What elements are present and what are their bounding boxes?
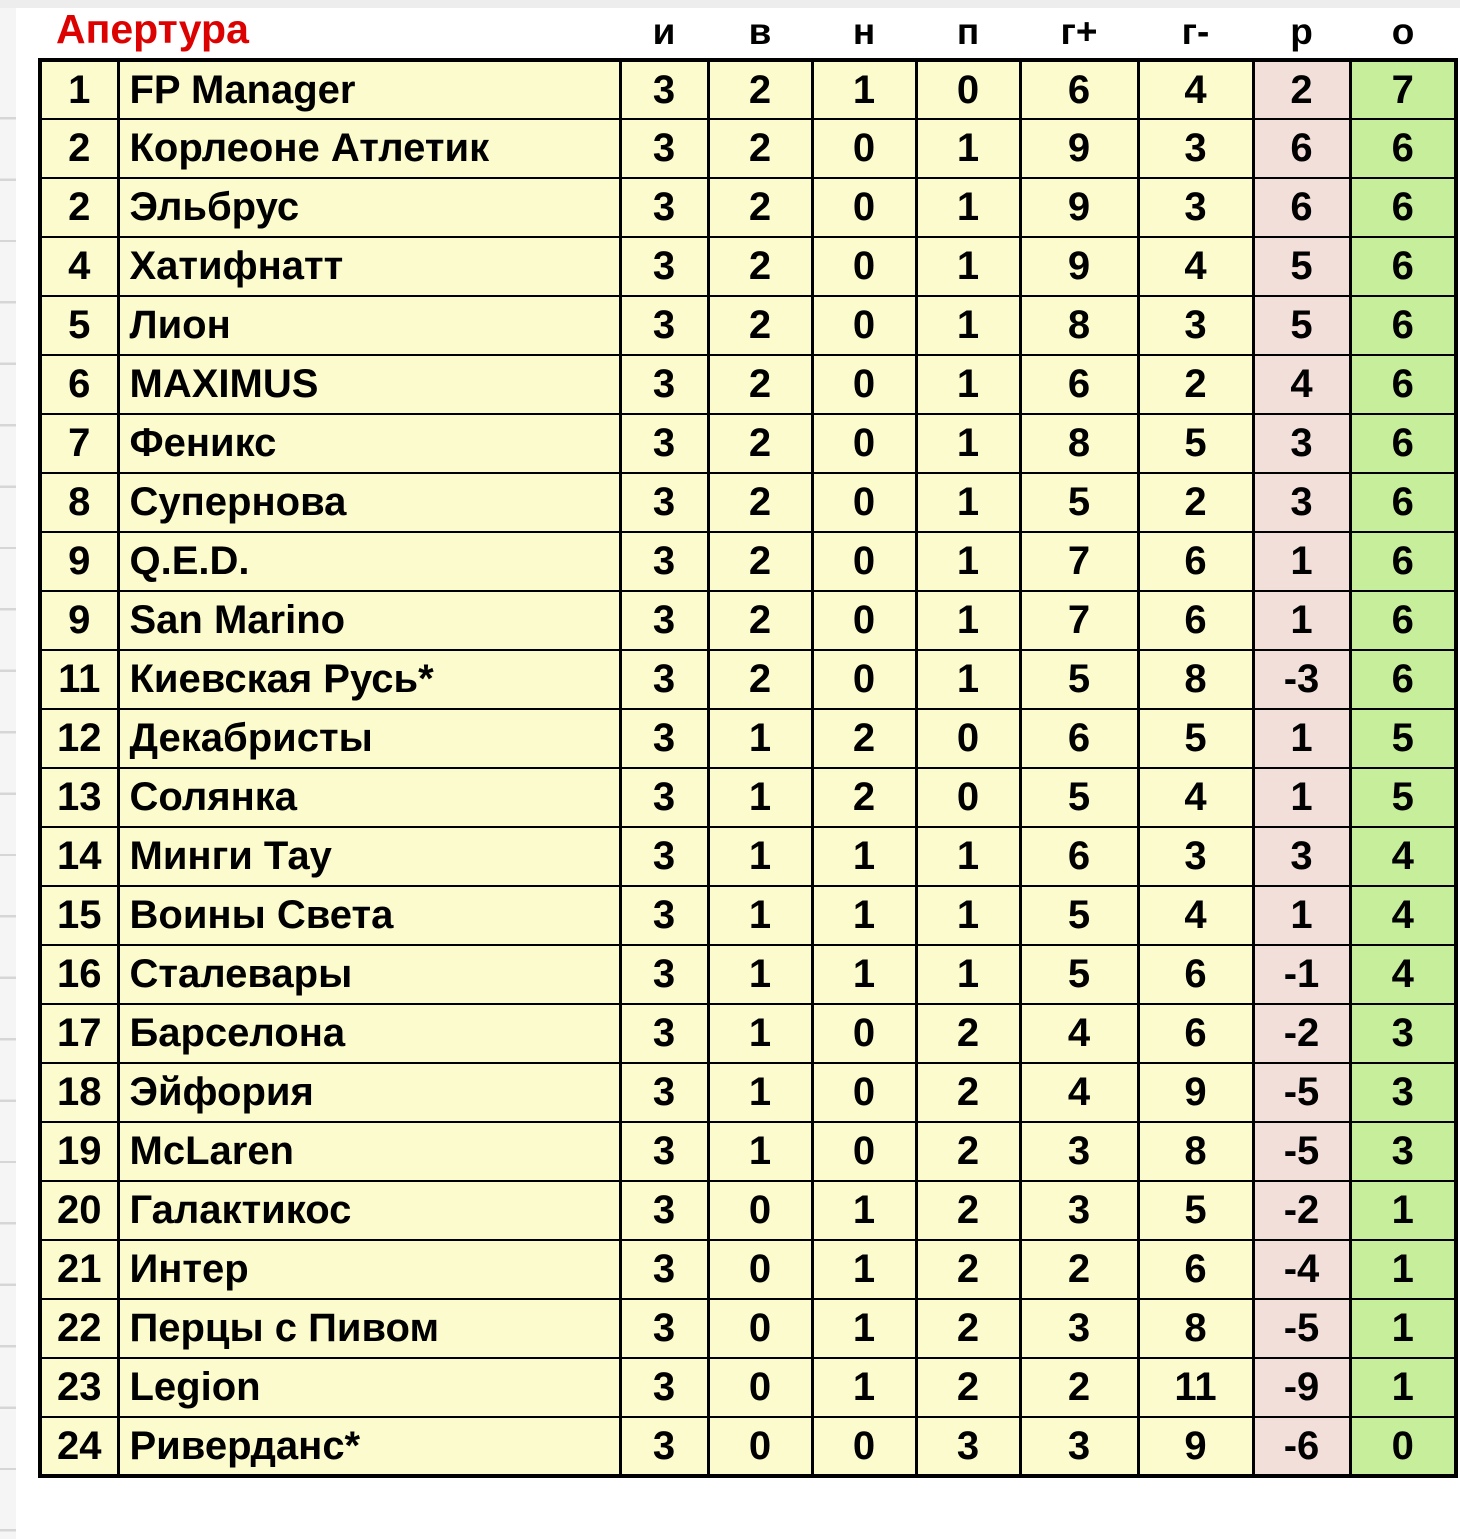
goals-against-cell[interactable]: 5 xyxy=(1138,414,1253,473)
rank-cell[interactable]: 14 xyxy=(40,827,118,886)
played-cell[interactable]: 3 xyxy=(620,768,708,827)
played-cell[interactable]: 3 xyxy=(620,1122,708,1181)
draws-cell[interactable]: 0 xyxy=(812,1122,916,1181)
goals-for-cell[interactable]: 3 xyxy=(1020,1299,1138,1358)
goals-against-cell[interactable]: 6 xyxy=(1138,1004,1253,1063)
rank-cell[interactable]: 9 xyxy=(40,591,118,650)
goals-against-cell[interactable]: 4 xyxy=(1138,60,1253,119)
goal-diff-cell[interactable]: 5 xyxy=(1253,237,1350,296)
rank-cell[interactable]: 15 xyxy=(40,886,118,945)
draws-cell[interactable]: 1 xyxy=(812,1181,916,1240)
points-cell[interactable]: 5 xyxy=(1350,768,1456,827)
points-cell[interactable]: 0 xyxy=(1350,1417,1456,1476)
draws-cell[interactable]: 0 xyxy=(812,178,916,237)
table-row xyxy=(40,473,1456,532)
column-header-1: в xyxy=(748,11,772,52)
losses-cell[interactable]: 2 xyxy=(916,1240,1020,1299)
played-cell[interactable]: 3 xyxy=(620,1299,708,1358)
wins-cell[interactable]: 1 xyxy=(708,827,812,886)
wins-cell[interactable]: 0 xyxy=(708,1299,812,1358)
played-cell[interactable]: 3 xyxy=(620,532,708,591)
goal-diff-cell[interactable]: 3 xyxy=(1253,414,1350,473)
draws-cell[interactable]: 2 xyxy=(812,709,916,768)
rank-cell[interactable]: 21 xyxy=(40,1240,118,1299)
points-cell[interactable]: 7 xyxy=(1350,60,1456,119)
table-row xyxy=(40,60,1456,119)
losses-cell[interactable]: 2 xyxy=(916,1299,1020,1358)
goals-for-cell[interactable]: 4 xyxy=(1020,1004,1138,1063)
team-cell[interactable]: Супернова xyxy=(118,473,620,532)
goal-diff-cell[interactable]: 6 xyxy=(1253,119,1350,178)
points-cell[interactable]: 6 xyxy=(1350,532,1456,591)
goals-for-cell[interactable]: 6 xyxy=(1020,827,1138,886)
losses-cell[interactable]: 1 xyxy=(916,532,1020,591)
wins-cell[interactable]: 1 xyxy=(708,1122,812,1181)
wins-cell[interactable]: 0 xyxy=(708,1181,812,1240)
column-header-5: г- xyxy=(1181,11,1210,52)
goal-diff-cell[interactable]: -5 xyxy=(1253,1063,1350,1122)
points-cell[interactable]: 3 xyxy=(1350,1004,1456,1063)
losses-cell[interactable]: 1 xyxy=(916,237,1020,296)
rank-cell[interactable]: 17 xyxy=(40,1004,118,1063)
rank-cell[interactable]: 13 xyxy=(40,768,118,827)
draws-cell[interactable]: 0 xyxy=(812,650,916,709)
goals-against-cell[interactable]: 6 xyxy=(1138,945,1253,1004)
table-row xyxy=(40,119,1456,178)
goals-for-cell[interactable]: 5 xyxy=(1020,650,1138,709)
points-cell[interactable]: 6 xyxy=(1350,414,1456,473)
table-row xyxy=(40,1181,1456,1240)
points-cell[interactable]: 3 xyxy=(1350,1122,1456,1181)
losses-cell[interactable]: 0 xyxy=(916,768,1020,827)
wins-cell[interactable]: 2 xyxy=(708,60,812,119)
standings-table xyxy=(38,58,1458,1478)
team-cell[interactable]: Барселона xyxy=(118,1004,620,1063)
losses-cell[interactable]: 2 xyxy=(916,1358,1020,1417)
team-cell[interactable]: Перцы с Пивом xyxy=(118,1299,620,1358)
team-cell[interactable]: Лион xyxy=(118,296,620,355)
team-cell[interactable]: FP Manager xyxy=(118,60,620,119)
goals-against-cell[interactable]: 9 xyxy=(1138,1063,1253,1122)
losses-cell[interactable]: 0 xyxy=(916,709,1020,768)
wins-cell[interactable]: 1 xyxy=(708,1004,812,1063)
table-row xyxy=(40,1299,1456,1358)
team-cell[interactable]: MAXIMUS xyxy=(118,355,620,414)
wins-cell[interactable]: 2 xyxy=(708,355,812,414)
wins-cell[interactable]: 0 xyxy=(708,1240,812,1299)
goal-diff-cell[interactable]: 4 xyxy=(1253,355,1350,414)
wins-cell[interactable]: 0 xyxy=(708,1358,812,1417)
goals-for-cell[interactable]: 5 xyxy=(1020,886,1138,945)
goal-diff-cell[interactable]: 5 xyxy=(1253,296,1350,355)
goals-against-cell[interactable]: 8 xyxy=(1138,1299,1253,1358)
team-cell[interactable]: Киевская Русь* xyxy=(118,650,620,709)
table-row xyxy=(40,886,1456,945)
table-row xyxy=(40,1240,1456,1299)
points-cell[interactable]: 4 xyxy=(1350,827,1456,886)
points-cell[interactable]: 1 xyxy=(1350,1299,1456,1358)
table-row xyxy=(40,827,1456,886)
goals-for-cell[interactable]: 6 xyxy=(1020,709,1138,768)
team-cell[interactable]: Воины Света xyxy=(118,886,620,945)
team-cell[interactable]: McLaren xyxy=(118,1122,620,1181)
goals-against-cell[interactable]: 2 xyxy=(1138,473,1253,532)
played-cell[interactable]: 3 xyxy=(620,1004,708,1063)
rank-cell[interactable]: 7 xyxy=(40,414,118,473)
wins-cell[interactable]: 2 xyxy=(708,414,812,473)
losses-cell[interactable]: 1 xyxy=(916,473,1020,532)
rank-cell[interactable]: 24 xyxy=(40,1417,118,1476)
rank-cell[interactable]: 16 xyxy=(40,945,118,1004)
goal-diff-cell[interactable]: 1 xyxy=(1253,768,1350,827)
losses-cell[interactable]: 1 xyxy=(916,355,1020,414)
goal-diff-cell[interactable]: 1 xyxy=(1253,886,1350,945)
goals-for-cell[interactable]: 2 xyxy=(1020,1358,1138,1417)
table-row xyxy=(40,591,1456,650)
played-cell[interactable]: 3 xyxy=(620,709,708,768)
goal-diff-cell[interactable]: 1 xyxy=(1253,709,1350,768)
goals-against-cell[interactable]: 4 xyxy=(1138,886,1253,945)
losses-cell[interactable]: 1 xyxy=(916,296,1020,355)
team-cell[interactable]: Сталевары xyxy=(118,945,620,1004)
losses-cell[interactable]: 1 xyxy=(916,827,1020,886)
losses-cell[interactable]: 2 xyxy=(916,1063,1020,1122)
goals-for-cell[interactable]: 3 xyxy=(1020,1417,1138,1476)
losses-cell[interactable]: 1 xyxy=(916,650,1020,709)
goals-for-cell[interactable]: 9 xyxy=(1020,178,1138,237)
team-cell[interactable]: Риверданс* xyxy=(118,1417,620,1476)
team-cell[interactable]: Галактикос xyxy=(118,1181,620,1240)
goals-for-cell[interactable]: 8 xyxy=(1020,414,1138,473)
points-cell[interactable]: 6 xyxy=(1350,237,1456,296)
table-row xyxy=(40,945,1456,1004)
rank-cell[interactable]: 12 xyxy=(40,709,118,768)
team-cell[interactable]: Декабристы xyxy=(118,709,620,768)
played-cell[interactable]: 3 xyxy=(620,1240,708,1299)
draws-cell[interactable]: 1 xyxy=(812,886,916,945)
goals-against-cell[interactable]: 6 xyxy=(1138,532,1253,591)
played-cell[interactable]: 3 xyxy=(620,473,708,532)
goals-for-cell[interactable]: 8 xyxy=(1020,296,1138,355)
goal-diff-cell[interactable]: -5 xyxy=(1253,1122,1350,1181)
draws-cell[interactable]: 0 xyxy=(812,532,916,591)
points-cell[interactable]: 5 xyxy=(1350,709,1456,768)
played-cell[interactable]: 3 xyxy=(620,414,708,473)
rank-cell[interactable]: 11 xyxy=(40,650,118,709)
played-cell[interactable]: 3 xyxy=(620,237,708,296)
goals-for-cell[interactable]: 9 xyxy=(1020,119,1138,178)
table-row xyxy=(40,414,1456,473)
team-cell[interactable]: Минги Тау xyxy=(118,827,620,886)
points-cell[interactable]: 6 xyxy=(1350,473,1456,532)
played-cell[interactable]: 3 xyxy=(620,1181,708,1240)
goals-against-cell[interactable]: 8 xyxy=(1138,650,1253,709)
draws-cell[interactable]: 0 xyxy=(812,1417,916,1476)
played-cell[interactable]: 3 xyxy=(620,60,708,119)
wins-cell[interactable]: 2 xyxy=(708,296,812,355)
table-row xyxy=(40,1122,1456,1181)
points-cell[interactable]: 6 xyxy=(1350,650,1456,709)
table-row xyxy=(40,768,1456,827)
goals-for-cell[interactable]: 3 xyxy=(1020,1181,1138,1240)
played-cell[interactable]: 3 xyxy=(620,355,708,414)
standings-body xyxy=(40,60,1456,1476)
draws-cell[interactable]: 1 xyxy=(812,827,916,886)
goals-against-cell[interactable]: 5 xyxy=(1138,709,1253,768)
goal-diff-cell[interactable]: 1 xyxy=(1253,532,1350,591)
column-header-7: о xyxy=(1391,11,1415,52)
team-cell[interactable]: Корлеоне Атлетик xyxy=(118,119,620,178)
draws-cell[interactable]: 0 xyxy=(812,119,916,178)
wins-cell[interactable]: 2 xyxy=(708,119,812,178)
draws-cell[interactable]: 0 xyxy=(812,473,916,532)
rank-cell[interactable]: 8 xyxy=(40,473,118,532)
goal-diff-cell[interactable]: 3 xyxy=(1253,473,1350,532)
table-row xyxy=(40,178,1456,237)
draws-cell[interactable]: 1 xyxy=(812,945,916,1004)
goals-for-cell[interactable]: 3 xyxy=(1020,1122,1138,1181)
played-cell[interactable]: 3 xyxy=(620,886,708,945)
table-row xyxy=(40,296,1456,355)
played-cell[interactable]: 3 xyxy=(620,119,708,178)
rank-cell[interactable]: 1 xyxy=(40,60,118,119)
draws-cell[interactable]: 0 xyxy=(812,591,916,650)
rank-cell[interactable]: 2 xyxy=(40,119,118,178)
draws-cell[interactable]: 0 xyxy=(812,1004,916,1063)
points-cell[interactable]: 1 xyxy=(1350,1358,1456,1417)
rank-cell[interactable]: 4 xyxy=(40,237,118,296)
goals-for-cell[interactable]: 5 xyxy=(1020,768,1138,827)
played-cell[interactable]: 3 xyxy=(620,650,708,709)
table-row xyxy=(40,1004,1456,1063)
points-cell[interactable]: 4 xyxy=(1350,945,1456,1004)
losses-cell[interactable]: 2 xyxy=(916,1122,1020,1181)
draws-cell[interactable]: 0 xyxy=(812,237,916,296)
wins-cell[interactable]: 1 xyxy=(708,709,812,768)
table-row xyxy=(40,1358,1456,1417)
team-cell[interactable]: Солянка xyxy=(118,768,620,827)
wins-cell[interactable]: 1 xyxy=(708,886,812,945)
rank-cell[interactable]: 9 xyxy=(40,532,118,591)
goals-for-cell[interactable]: 6 xyxy=(1020,60,1138,119)
points-cell[interactable]: 6 xyxy=(1350,119,1456,178)
table-row xyxy=(40,1063,1456,1122)
losses-cell[interactable]: 3 xyxy=(916,1417,1020,1476)
rank-cell[interactable]: 22 xyxy=(40,1299,118,1358)
wins-cell[interactable]: 2 xyxy=(708,237,812,296)
draws-cell[interactable]: 0 xyxy=(812,414,916,473)
wins-cell[interactable]: 1 xyxy=(708,768,812,827)
losses-cell[interactable]: 1 xyxy=(916,414,1020,473)
wins-cell[interactable]: 0 xyxy=(708,1417,812,1476)
played-cell[interactable]: 3 xyxy=(620,1417,708,1476)
goals-for-cell[interactable]: 7 xyxy=(1020,591,1138,650)
rank-cell[interactable]: 19 xyxy=(40,1122,118,1181)
column-header-3: п xyxy=(956,11,980,52)
column-header-2: н xyxy=(852,11,876,52)
goals-against-cell[interactable]: 6 xyxy=(1138,1240,1253,1299)
goals-against-cell[interactable]: 3 xyxy=(1138,827,1253,886)
goal-diff-cell[interactable]: -6 xyxy=(1253,1417,1350,1476)
losses-cell[interactable]: 0 xyxy=(916,60,1020,119)
draws-cell[interactable]: 2 xyxy=(812,768,916,827)
goal-diff-cell[interactable]: -1 xyxy=(1253,945,1350,1004)
draws-cell[interactable]: 0 xyxy=(812,1063,916,1122)
wins-cell[interactable]: 2 xyxy=(708,591,812,650)
losses-cell[interactable]: 1 xyxy=(916,178,1020,237)
points-cell[interactable]: 1 xyxy=(1350,1240,1456,1299)
team-cell[interactable]: Хатифнатт xyxy=(118,237,620,296)
played-cell[interactable]: 3 xyxy=(620,827,708,886)
goals-against-cell[interactable]: 11 xyxy=(1138,1358,1253,1417)
goals-against-cell[interactable]: 4 xyxy=(1138,768,1253,827)
goals-against-cell[interactable]: 4 xyxy=(1138,237,1253,296)
points-cell[interactable]: 6 xyxy=(1350,591,1456,650)
goals-against-cell[interactable]: 9 xyxy=(1138,1417,1253,1476)
played-cell[interactable]: 3 xyxy=(620,945,708,1004)
losses-cell[interactable]: 1 xyxy=(916,945,1020,1004)
table-row xyxy=(40,709,1456,768)
points-cell[interactable]: 6 xyxy=(1350,355,1456,414)
wins-cell[interactable]: 2 xyxy=(708,532,812,591)
points-cell[interactable]: 1 xyxy=(1350,1181,1456,1240)
team-cell[interactable]: San Marino xyxy=(118,591,620,650)
table-row xyxy=(40,532,1456,591)
goals-for-cell[interactable]: 5 xyxy=(1020,473,1138,532)
goals-against-cell[interactable]: 6 xyxy=(1138,591,1253,650)
goals-against-cell[interactable]: 3 xyxy=(1138,178,1253,237)
wins-cell[interactable]: 1 xyxy=(708,945,812,1004)
goals-for-cell[interactable]: 4 xyxy=(1020,1063,1138,1122)
points-cell[interactable]: 4 xyxy=(1350,886,1456,945)
goals-for-cell[interactable]: 6 xyxy=(1020,355,1138,414)
table-row xyxy=(40,355,1456,414)
played-cell[interactable]: 3 xyxy=(620,296,708,355)
losses-cell[interactable]: 1 xyxy=(916,886,1020,945)
points-cell[interactable]: 6 xyxy=(1350,178,1456,237)
wins-cell[interactable]: 2 xyxy=(708,650,812,709)
goals-against-cell[interactable]: 2 xyxy=(1138,355,1253,414)
goals-for-cell[interactable]: 5 xyxy=(1020,945,1138,1004)
rank-cell[interactable]: 18 xyxy=(40,1063,118,1122)
column-header-6: р xyxy=(1290,11,1313,52)
goals-against-cell[interactable]: 5 xyxy=(1138,1181,1253,1240)
goals-for-cell[interactable]: 7 xyxy=(1020,532,1138,591)
goals-for-cell[interactable]: 2 xyxy=(1020,1240,1138,1299)
played-cell[interactable]: 3 xyxy=(620,1063,708,1122)
goal-diff-cell[interactable]: 1 xyxy=(1253,591,1350,650)
draws-cell[interactable]: 1 xyxy=(812,1299,916,1358)
losses-cell[interactable]: 1 xyxy=(916,591,1020,650)
draws-cell[interactable]: 1 xyxy=(812,1358,916,1417)
team-cell[interactable]: Феникс xyxy=(118,414,620,473)
table-row xyxy=(40,237,1456,296)
draws-cell[interactable]: 0 xyxy=(812,296,916,355)
goal-diff-cell[interactable]: -5 xyxy=(1253,1299,1350,1358)
played-cell[interactable]: 3 xyxy=(620,1358,708,1417)
goals-against-cell[interactable]: 3 xyxy=(1138,296,1253,355)
draws-cell[interactable]: 0 xyxy=(812,355,916,414)
team-cell[interactable]: Legion xyxy=(118,1358,620,1417)
goal-diff-cell[interactable]: 2 xyxy=(1253,60,1350,119)
points-cell[interactable]: 3 xyxy=(1350,1063,1456,1122)
goal-diff-cell[interactable]: 6 xyxy=(1253,178,1350,237)
goals-against-cell[interactable]: 3 xyxy=(1138,119,1253,178)
table-row xyxy=(40,650,1456,709)
goal-diff-cell[interactable]: -2 xyxy=(1253,1004,1350,1063)
goal-diff-cell[interactable]: -4 xyxy=(1253,1240,1350,1299)
goal-diff-cell[interactable]: -3 xyxy=(1253,650,1350,709)
table-row xyxy=(40,1417,1456,1476)
team-cell[interactable]: Эльбрус xyxy=(118,178,620,237)
wins-cell[interactable]: 2 xyxy=(708,473,812,532)
team-cell[interactable]: Q.E.D. xyxy=(118,532,620,591)
goals-against-cell[interactable]: 8 xyxy=(1138,1122,1253,1181)
table-title: Апертура xyxy=(56,6,249,52)
goal-diff-cell[interactable]: -2 xyxy=(1253,1181,1350,1240)
column-headers xyxy=(620,10,1460,54)
rank-cell[interactable]: 23 xyxy=(40,1358,118,1417)
team-cell[interactable]: Интер xyxy=(118,1240,620,1299)
rank-cell[interactable]: 5 xyxy=(40,296,118,355)
draws-cell[interactable]: 1 xyxy=(812,1240,916,1299)
losses-cell[interactable]: 2 xyxy=(916,1181,1020,1240)
column-header-4: г+ xyxy=(1060,11,1098,52)
team-cell[interactable]: Эйфория xyxy=(118,1063,620,1122)
goals-for-cell[interactable]: 9 xyxy=(1020,237,1138,296)
row-gridline-stubs xyxy=(0,58,16,1534)
points-cell[interactable]: 6 xyxy=(1350,296,1456,355)
draws-cell[interactable]: 1 xyxy=(812,60,916,119)
played-cell[interactable]: 3 xyxy=(620,591,708,650)
goal-diff-cell[interactable]: 3 xyxy=(1253,827,1350,886)
losses-cell[interactable]: 2 xyxy=(916,1004,1020,1063)
rank-cell[interactable]: 20 xyxy=(40,1181,118,1240)
rank-cell[interactable]: 2 xyxy=(40,178,118,237)
played-cell[interactable]: 3 xyxy=(620,178,708,237)
goal-diff-cell[interactable]: -9 xyxy=(1253,1358,1350,1417)
wins-cell[interactable]: 1 xyxy=(708,1063,812,1122)
wins-cell[interactable]: 2 xyxy=(708,178,812,237)
rank-cell[interactable]: 6 xyxy=(40,355,118,414)
losses-cell[interactable]: 1 xyxy=(916,119,1020,178)
column-header-0: и xyxy=(652,11,676,52)
